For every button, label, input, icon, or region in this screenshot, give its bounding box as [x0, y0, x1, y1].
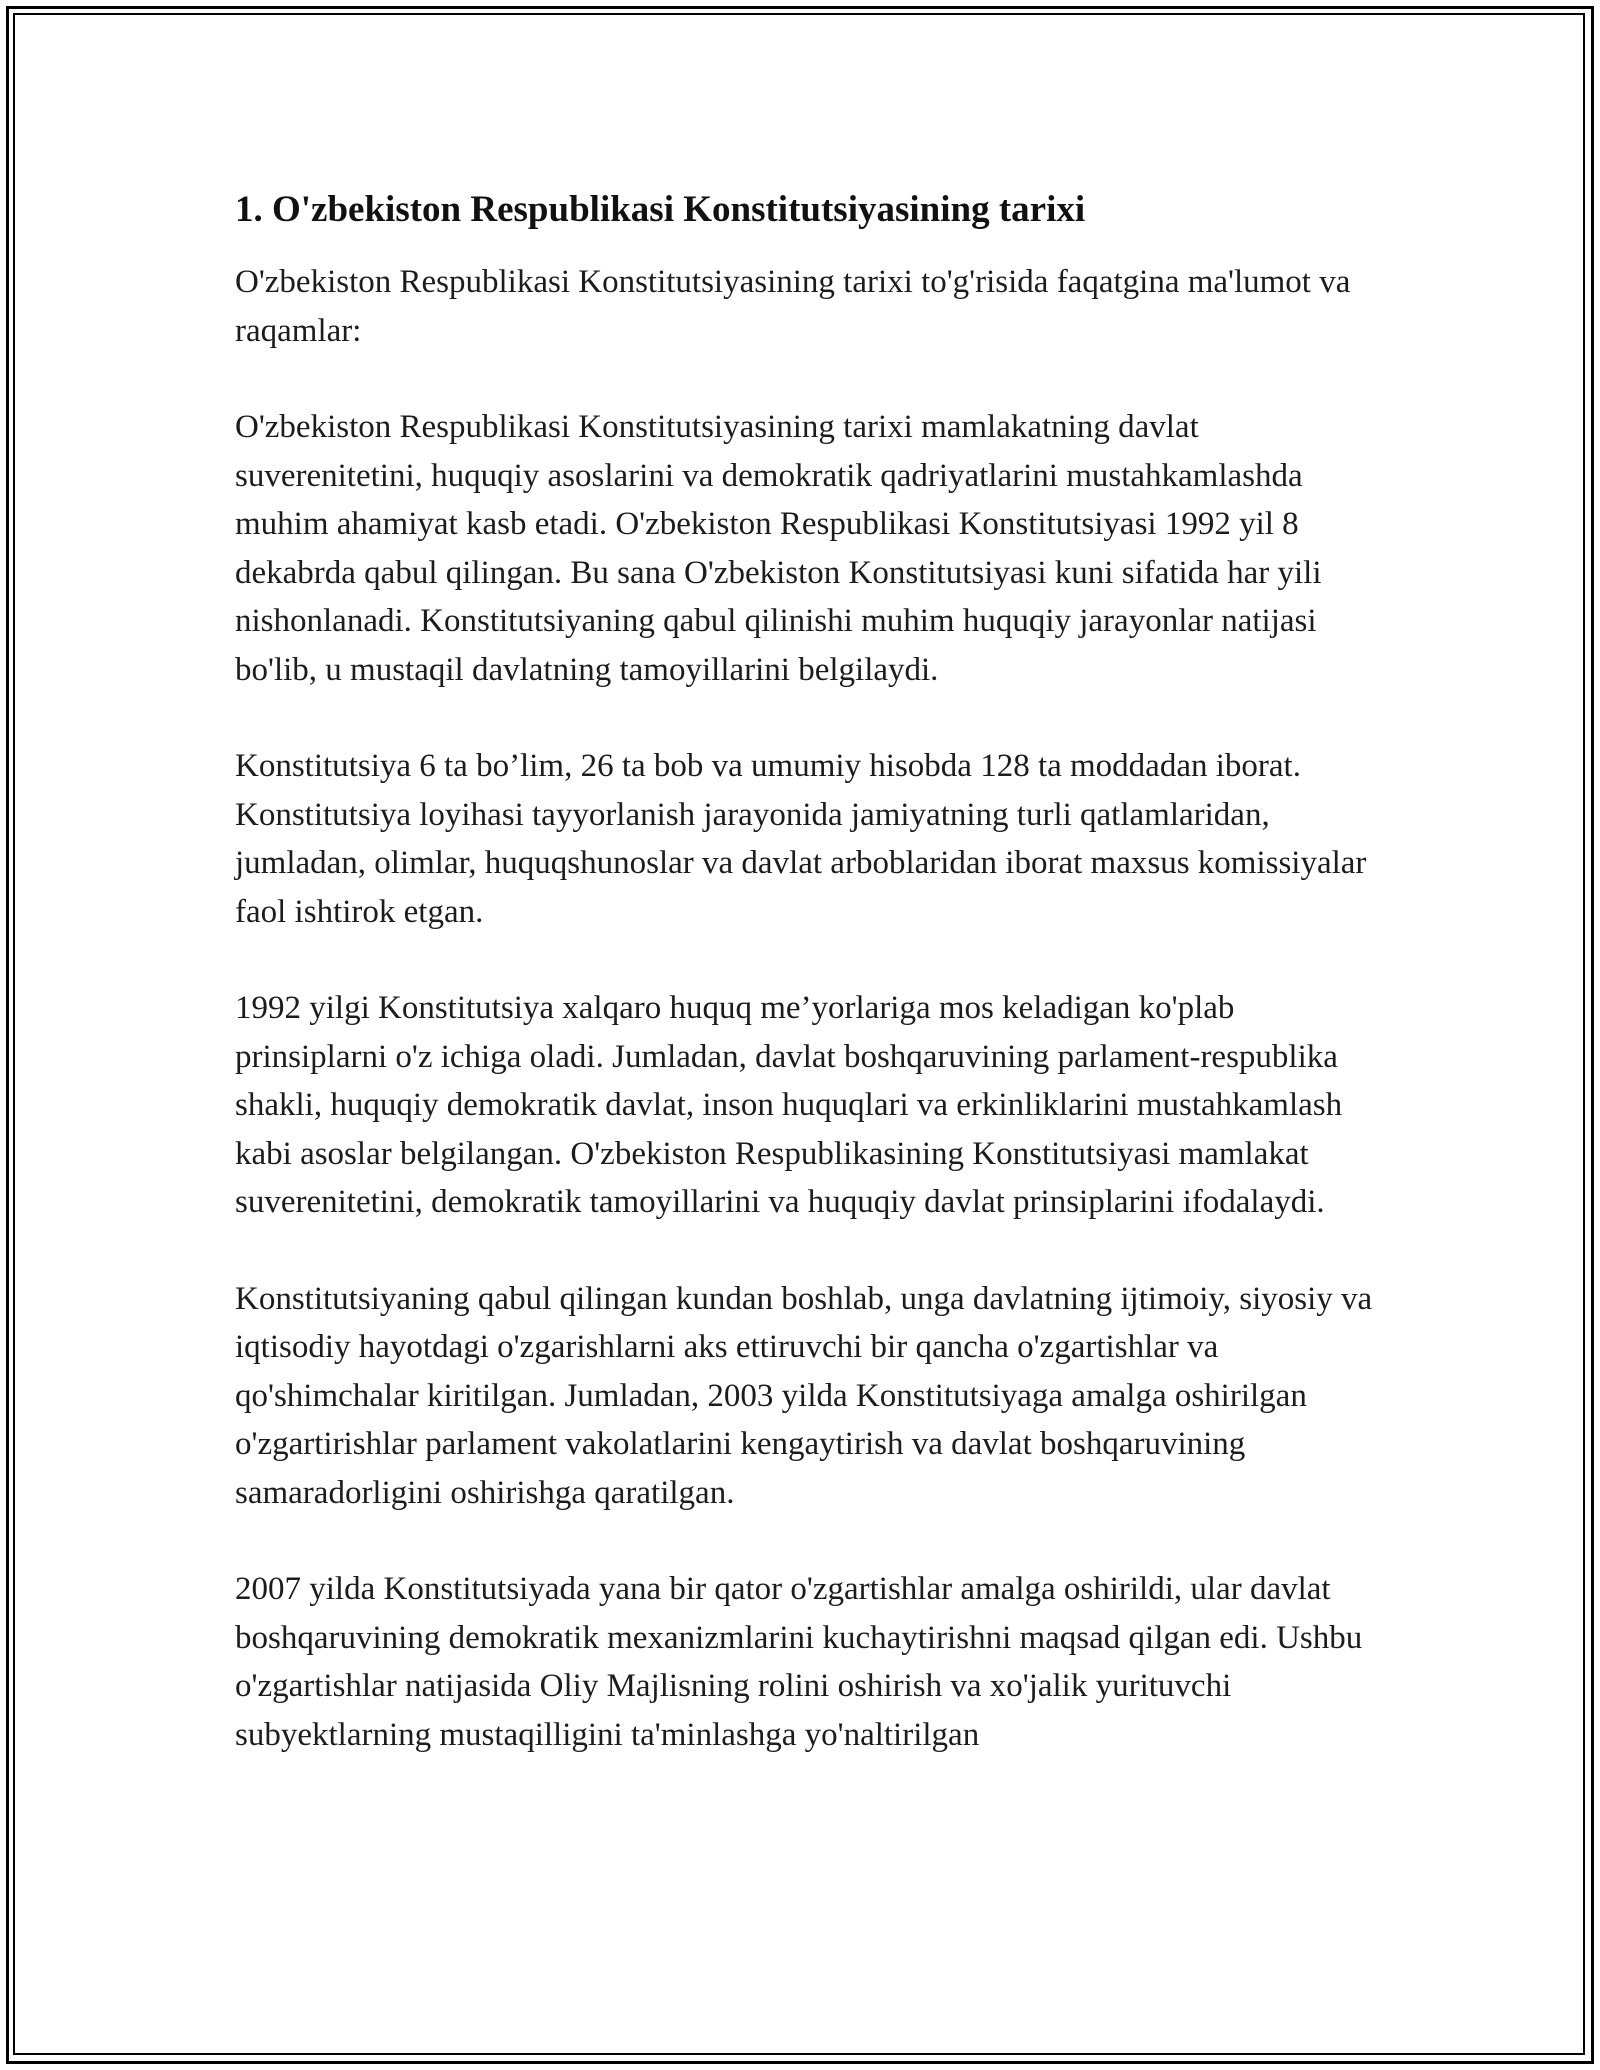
document-body: [235, 186, 1380, 1807]
paragraph-principles: 1992 yilgi Konstitutsiya xalqaro huquq me’yorlariga mos keladigan ko'plab prinsiplarni o'z ichiga oladi. Jumladan, davlat boshqaruvining parlament-respublika shakli, huquqiy demokratik davlat, inson huquqlari va erkinliklarini mustahkamlash kabi asoslar belgilangan. O'zbekiston Respublikasining Konstitutsiyasi mamlakat suverenitetini, demokratik tamoyillarini va huquqiy davlat prinsiplarini ifodalaydi.: [235, 990, 1343, 1220]
paragraph-amendments-2003: Konstitutsiyaning qabul qilingan kundan boshlab, unga davlatning ijtimoiy, siyosiy va iqtisodiy hayotdagi o'zgarishlarni aks ettiruvchi bir qancha o'zgartishlar va qo'shimchalar kiritilgan. Jumladan, 2003 yilda Konstitutsiyaga amalga oshirilgan o'zgartirishlar parlament vakolatlarini kengaytirish va davlat boshqaruvining samaradorligini oshirishga qaratilgan.: [235, 1280, 1373, 1511]
paragraph-structure: Konstitutsiya 6 ta bo’lim, 26 ta bob va umumiy hisobda 128 ta moddadan iborat. Konstitutsiya loyihasi tayyorlanish jarayonida jamiyatning turli qatlamlaridan, jumladan, olimlar, huquqshunoslar va davlat arboblaridan iborat maxsus komissiyalar faol ishtirok etgan.: [235, 748, 1367, 930]
paragraph-history: O'zbekiston Respublikasi Konstitutsiyasining tarixi mamlakatning davlat suverenitetini, huquqiy asoslarini va demokratik qadriyatlarini mustahkamlashda muhim ahamiyat kasb etadi. O'zbekiston Respublikasi Konstitutsiyasi 1992 yil 8 dekabrda qabul qilingan. Bu sana O'zbekiston Konstitutsiyasi kuni sifatida har yili nishonlanadi. Konstitutsiyaning qabul qilinishi muhim huquqiy jarayonlar natijasi bo'lib, u mustaqil davlatning tamoyillarini belgilaydi.: [235, 409, 1322, 688]
paragraph-intro: O'zbekiston Respublikasi Konstitutsiyasining tarixi to'g'risida faqatgina ma'lumot va raqamlar:: [235, 264, 1351, 349]
paragraph-amendments-2007: 2007 yilda Konstitutsiyada yana bir qator o'zgartishlar amalga oshirildi, ular davlat boshqaruvining demokratik mexanizmlarini kuchaytirishni maqsad qilgan edi. Ushbu o'zgartishlar natijasida Oliy Majlisning rolini oshirish va xo'jalik yurituvchi subyektlarning mustaqilligini ta'minlashga yo'naltirilgan: [235, 1571, 1363, 1753]
document-title: 1. O'zbekiston Respublikasi Konstitutsiyasining tarixi: [235, 189, 1086, 230]
